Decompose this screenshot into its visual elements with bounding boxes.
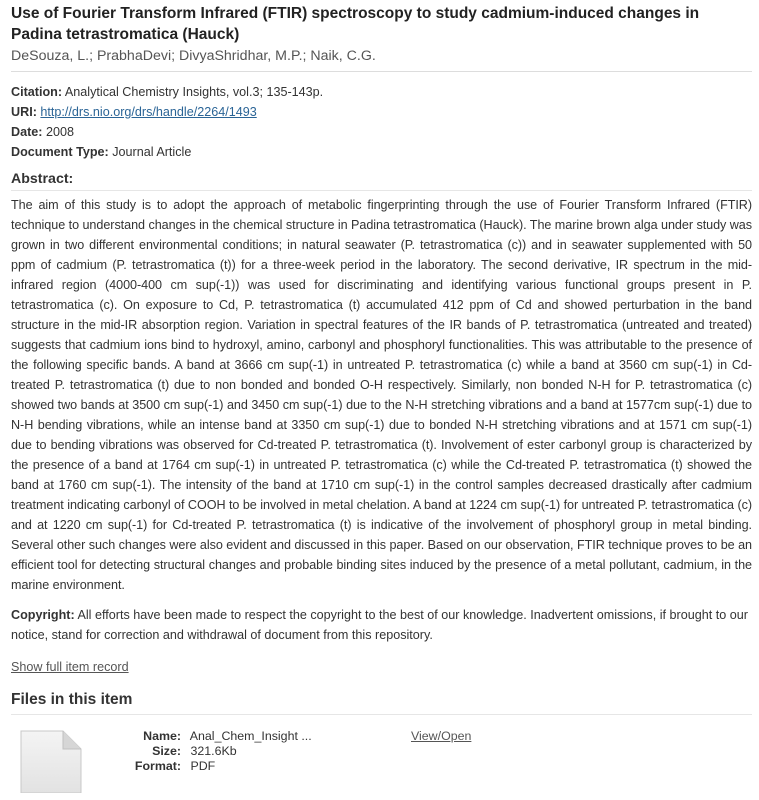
item-title: Use of Fourier Transform Infrared (FTIR) spectroscopy to study cadmium-induced changes in Padina tetrastromatica (Hauck)	[11, 5, 700, 43]
copyright-text: All efforts have been made to respect the copyright to the best of our knowledge. Inadvertent omissions, if brought to our notice, stand for correction and withdrawal of document from this repository.	[11, 608, 748, 642]
file-format-label: Format:	[134, 759, 181, 773]
file-name-row	[115, 729, 312, 744]
files-heading: Files in this item	[11, 690, 752, 715]
file-size-label: Size:	[152, 744, 181, 758]
document-type-value: Journal Article	[112, 145, 192, 159]
uri-row	[11, 102, 752, 122]
item-metadata	[11, 82, 752, 162]
citation-row	[11, 82, 752, 102]
show-full-record-link[interactable]: Show full item record	[11, 660, 129, 674]
file-format-row	[115, 759, 312, 774]
view-open-link[interactable]: View/Open	[411, 729, 472, 743]
file-size-value: 321.6Kb	[190, 744, 237, 758]
uri-link[interactable]: http://drs.nio.org/drs/handle/2264/1493	[40, 105, 257, 119]
item-view	[11, 3, 752, 799]
file-name-value: Anal_Chem_Insight ...	[189, 729, 312, 743]
date-row	[11, 122, 752, 142]
date-value: 2008	[46, 125, 75, 139]
citation-label: Citation:	[11, 85, 63, 99]
title-divider	[11, 71, 752, 72]
file-size-row	[115, 744, 312, 759]
copyright-notice	[11, 605, 752, 645]
file-metadata	[115, 729, 312, 774]
file-format-value: PDF	[190, 759, 216, 773]
file-list-item	[11, 729, 752, 799]
uri-label: URI:	[11, 105, 37, 119]
date-label: Date:	[11, 125, 43, 139]
citation-value: Analytical Chemistry Insights, vol.3; 135-143p.	[64, 85, 324, 99]
file-icon[interactable]	[19, 729, 83, 793]
document-type-label: Document Type:	[11, 145, 109, 159]
abstract-text: The aim of this study is to adopt the approach of metabolic fingerprinting through the use of Fourier Transform Infrared (FTIR) technique to understand changes in the chemical structure in Padina tetrastromatica (Hauck). The marine brown alga under study was grown in two different environmental conditions; in natural seawater (P. tetrastromatica (c)) and in seawater supplemented with 50 ppm of cadmium (P. tetrastromatica (t)) for a three-week period in the laboratory. The second derivative, IR spectrum in the mid-infrared region (4000-400 cm sup(-1)) was used for discriminating and identifying various functional groups present in P. tetrastromatica (c). On exposure to Cd, P. tetrastromatica (t) accumulated 412 ppm of Cd and showed perturbation in the band structure in the mid-IR absorption region. Variation in spectral features of the IR bands of P. tetrastromatica (untreated and treated) suggests that cadmium ions bind to hydroxyl, amino, carbonyl and phosphoryl functionalities. This was attributable to the presence of the following specific bands. A band at 3666 cm sup(-1) in untreated P. tetrastromatica (c) while a band at 3560 cm sup(-1) in Cd-treated P. tetrastromatica (t) due to non bonded and bonded O-H respectively. Similarly, non bonded N-H for P. tetrastromatica (c) showed two bands at 3500 cm sup(-1) and 3450 cm sup(-1) due to the N-H stretching vibrations and a band at 1577cm sup(-1) due to N-H bending vibrations, while an intense band at 3350 cm sup(-1) due to bonded N-H stretching vibrations and at 1571 cm sup(-1) due to bending vibrations was observed for Cd-treated P. tetrastromatica (t). Involvement of ester carbonyl group is characterized by the presence of a band at 1764 cm sup(-1) in untreated P. tetrastromatica (c) while the Cd-treated P. tetrastromatica (t) showed the band at 1760 cm sup(-1). The intensity of the band at 1710 cm sup(-1) in the control samples decreased drastically after cadmium treatment indicating carbonyl of COOH to be involved in metal chelation. A band at 1224 cm sup(-1) for untreated P. tetrastromatica (c) and at 1220 cm sup(-1) for Cd-treated P. tetrastromatica (t) is indicative of the involvement of phosphoryl group in metal binding. Several other such changes were also evident and discussed in this paper. Based on our observation, FTIR technique proves to be an efficient tool for detecting structural changes and probable binding sites induced by the presence of a metal pollutant, cadmium, in the marine environment.	[11, 198, 752, 592]
document-type-row	[11, 142, 752, 162]
copyright-label: Copyright:	[11, 608, 75, 622]
file-name-label: Name:	[143, 729, 181, 743]
item-authors: DeSouza, L.; PrabhaDevi; DivyaShridhar, M.P.; Naik, C.G.	[11, 48, 376, 64]
abstract-heading: Abstract:	[11, 171, 752, 191]
